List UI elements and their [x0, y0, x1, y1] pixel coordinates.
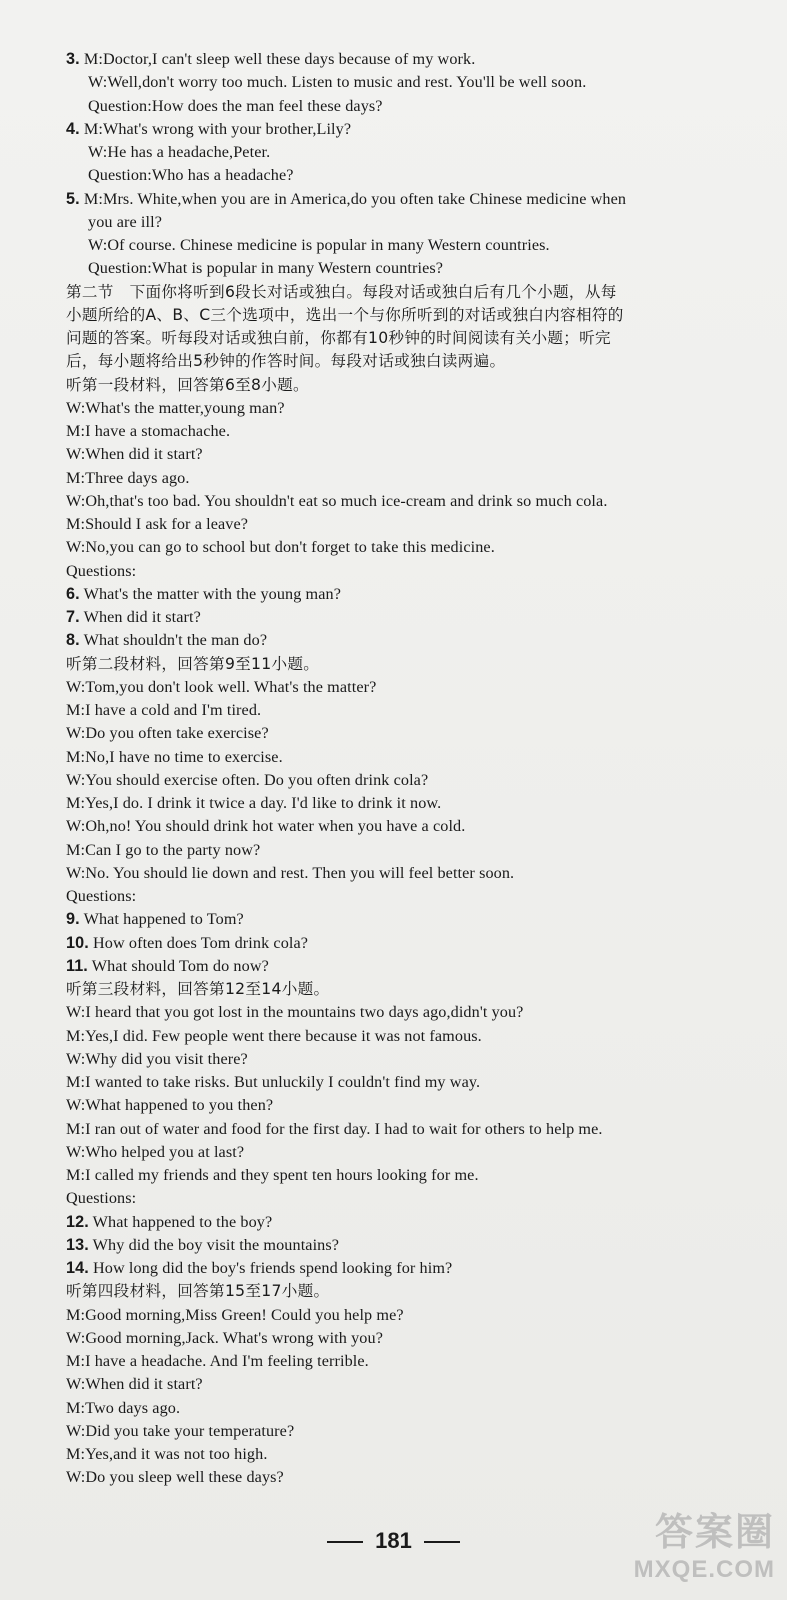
text-line [66, 188, 746, 211]
text-line [66, 1234, 746, 1257]
text-line [66, 281, 746, 304]
item-number: 11. [66, 956, 88, 975]
text-line [66, 746, 746, 769]
line-text: Why did the boy visit the mountains? [92, 1235, 340, 1254]
line-text: M:Yes,and it was not too high. [66, 1445, 268, 1463]
line-text: M:Two days ago. [66, 1398, 181, 1417]
text-line [66, 653, 746, 676]
text-line [66, 769, 746, 792]
line-text: W:Who helped you at last? [66, 1142, 245, 1161]
text-line [66, 1397, 746, 1420]
line-text: you are ill? [88, 212, 163, 231]
text-line [66, 48, 746, 71]
text-line [66, 1118, 746, 1141]
line-text: 听第二段材料，回答第9至11小题。 [66, 654, 320, 673]
line-text: Questions: [66, 887, 137, 905]
text-line [66, 815, 746, 838]
text-line [66, 141, 746, 164]
line-text: M:No,I have no time to exercise. [66, 747, 283, 766]
line-text: M:What's wrong with your brother,Lily? [83, 119, 352, 138]
text-line [66, 350, 746, 373]
line-text: W:Why did you visit there? [66, 1049, 248, 1068]
watermark-url: MXQE.COM [633, 1556, 775, 1583]
text-line [66, 792, 746, 815]
line-text: M:I wanted to take risks. But unluckily I couldn't find my way. [66, 1073, 481, 1091]
text-line [66, 583, 746, 606]
text-line [66, 1211, 746, 1234]
text-line [66, 1280, 746, 1303]
text-line [66, 1466, 746, 1489]
line-text: How often does Tom drink cola? [92, 933, 309, 952]
text-line [66, 420, 746, 443]
item-number: 9. [66, 910, 80, 929]
line-text: Question:How does the man feel these days? [88, 96, 383, 115]
text-line [66, 978, 746, 1001]
line-text: W:Did you take your temperature? [66, 1421, 295, 1440]
line-text: W:No. You should lie down and rest. Then you will feel better soon. [66, 863, 515, 882]
line-text: M:Can I go to the party now? [66, 840, 261, 859]
text-line [66, 118, 746, 141]
text-line [66, 629, 746, 652]
line-text: What should Tom do now? [91, 956, 269, 975]
text-line [66, 1304, 746, 1327]
text-line [66, 1141, 746, 1164]
line-text: M:I have a cold and I'm tired. [66, 701, 262, 719]
text-line [66, 164, 746, 187]
line-text: 第二节 下面你将听到6段长对话或独白。每段对话或独白后有几个小题，从每 [66, 282, 617, 301]
line-text: 听第三段材料，回答第12至14小题。 [66, 980, 330, 998]
text-line [66, 536, 746, 559]
line-text: What happened to the boy? [92, 1212, 273, 1231]
line-text: When did it start? [83, 608, 201, 626]
line-text: M:Should I ask for a leave? [66, 515, 249, 533]
item-number: 8. [66, 631, 80, 650]
text-line [66, 304, 746, 327]
page-number-dash-right [424, 1541, 460, 1543]
text-line [66, 908, 746, 931]
text-line [66, 932, 746, 955]
line-text: M:Three days ago. [66, 468, 190, 487]
text-line [66, 1071, 746, 1094]
line-text: Question:Who has a headache? [88, 166, 294, 185]
line-text: 问题的答案。听每段对话或独白前，你都有10秒钟的时间阅读有关小题；听完 [66, 329, 611, 347]
item-number: 4. [66, 119, 80, 138]
item-number: 10. [66, 933, 89, 952]
line-text: 听第一段材料，回答第6至8小题。 [66, 375, 309, 394]
text-line [66, 327, 746, 350]
text-line [66, 397, 746, 420]
text-line [66, 1094, 746, 1117]
line-text: W:When did it start? [66, 1375, 203, 1394]
line-text: What happened to Tom? [83, 910, 244, 929]
line-text: W:Oh,no! You should drink hot water when you have a cold. [66, 817, 466, 836]
line-text: W:Well,don't worry too much. Listen to music and rest. You'll be well soon. [88, 73, 587, 92]
line-text: W:You should exercise often. Do you often drink cola? [66, 770, 429, 789]
line-text: W:He has a headache,Peter. [88, 143, 271, 161]
text-line [66, 1327, 746, 1350]
line-text: Question:What is popular in many Western countries? [88, 259, 444, 278]
text-line [66, 234, 746, 257]
text-line [66, 699, 746, 722]
page-number-dash-left [327, 1541, 363, 1543]
text-line [66, 1187, 746, 1210]
text-line [66, 1373, 746, 1396]
line-text: M:Doctor,I can't sleep well these days because of my work. [83, 50, 476, 68]
watermark-logo [565, 1508, 775, 1592]
line-text: W:Tom,you don't look well. What's the matter? [66, 677, 377, 696]
text-line [66, 1350, 746, 1373]
line-text: 后，每小题将给出5秒钟的作答时间。每段对话或独白读两遍。 [66, 352, 506, 371]
text-line [66, 71, 746, 94]
text-line [66, 1048, 746, 1071]
line-text: What's the matter with the young man? [83, 584, 342, 603]
line-text: M:I ran out of water and food for the first day. I had to wait for others to help me. [66, 1119, 603, 1138]
line-text: W:What's the matter,young man? [66, 398, 285, 417]
text-line [66, 211, 746, 234]
line-text: M:Yes,I did. Few people went there because it was not famous. [66, 1026, 482, 1045]
line-text: W:Do you sleep well these days? [66, 1468, 284, 1487]
text-line [66, 257, 746, 280]
text-line [66, 560, 746, 583]
text-line [66, 606, 746, 629]
text-line [66, 862, 746, 885]
item-number: 14. [66, 1259, 89, 1277]
line-text: W:What happened to you then? [66, 1096, 274, 1115]
text-line [66, 95, 746, 118]
text-line [66, 839, 746, 862]
line-text: M:Mrs. White,when you are in America,do you often take Chinese medicine when [83, 189, 627, 208]
line-text: Questions: [66, 561, 137, 580]
text-line [66, 1257, 746, 1280]
line-text: How long did the boy's friends spend looking for him? [92, 1259, 453, 1277]
text-line [66, 676, 746, 699]
text-line [66, 374, 746, 397]
item-number: 5. [66, 189, 80, 208]
line-text: W:When did it start? [66, 445, 203, 464]
line-text: 听第四段材料，回答第15至17小题。 [66, 1282, 330, 1301]
transcript-body [66, 48, 746, 1490]
watermark-text: 答案圈 [654, 1510, 775, 1554]
line-text: M:I called my friends and they spent ten hours looking for me. [66, 1166, 479, 1184]
text-line [66, 722, 746, 745]
text-line [66, 1025, 746, 1048]
text-line [66, 490, 746, 513]
text-line [66, 513, 746, 536]
line-text: M:I have a stomachache. [66, 422, 231, 440]
line-text: W:Oh,that's too bad. You shouldn't eat so much ice-cream and drink so much cola. [66, 491, 608, 510]
text-line [66, 443, 746, 466]
line-text: W:Of course. Chinese medicine is popular in many Western countries. [88, 236, 550, 254]
line-text: M:Good morning,Miss Green! Could you help me? [66, 1305, 404, 1324]
text-line [66, 467, 746, 490]
text-line [66, 1420, 746, 1443]
line-text: 小题所给的A、B、C三个选项中，选出一个与你所听到的对话或独白内容相符的 [66, 305, 624, 324]
item-number: 12. [66, 1212, 89, 1231]
text-line [66, 1001, 746, 1024]
item-number: 6. [66, 584, 80, 603]
line-text: M:Yes,I do. I drink it twice a day. I'd like to drink it now. [66, 794, 442, 812]
item-number: 3. [66, 50, 80, 68]
text-line [66, 1164, 746, 1187]
text-line [66, 955, 746, 978]
line-text: W:No,you can go to school but don't forget to take this medicine. [66, 538, 495, 557]
line-text: What shouldn't the man do? [83, 631, 268, 650]
line-text: W:Good morning,Jack. What's wrong with you? [66, 1328, 383, 1347]
line-text: Questions: [66, 1189, 137, 1208]
item-number: 13. [66, 1235, 89, 1254]
item-number: 7. [66, 608, 80, 626]
page-number-text: 181 [375, 1528, 412, 1553]
line-text: M:I have a headache. And I'm feeling terrible. [66, 1352, 369, 1370]
text-line [66, 885, 746, 908]
line-text: W:Do you often take exercise? [66, 724, 269, 743]
text-line [66, 1443, 746, 1466]
line-text: W:I heard that you got lost in the mountains two days ago,didn't you? [66, 1003, 524, 1022]
